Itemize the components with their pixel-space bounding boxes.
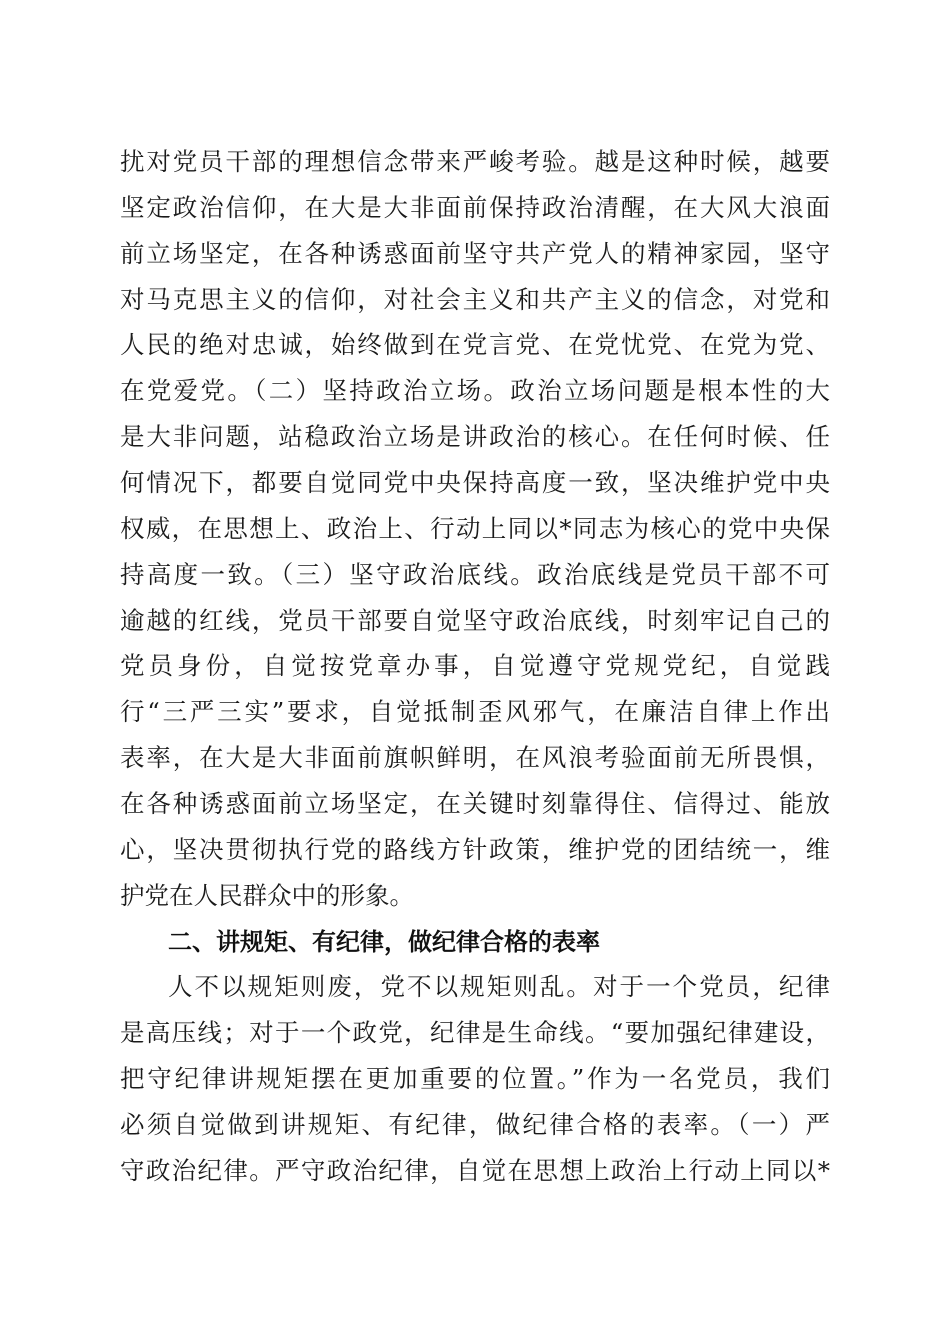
text-line: 权威，在思想上、政治上、行动上同以*同志为核心的党中央保 xyxy=(120,514,830,543)
text-line: 护党在人民群众中的形象。 xyxy=(120,881,414,910)
text-line: 何情况下，都要自觉同党中央保持高度一致，坚决维护党中央 xyxy=(120,468,830,497)
text-line: 心，坚决贯彻执行党的路线方针政策，维护党的团结统一，维 xyxy=(120,835,830,864)
text-line: 持高度一致。（三）坚守政治底线。政治底线是党员干部不可 xyxy=(120,560,830,589)
text-line: 是大非问题，站稳政治立场是讲政治的核心。在任何时候、任 xyxy=(120,422,830,451)
text-line: 对马克思主义的信仰，对社会主义和共产主义的信念，对党和 xyxy=(120,285,830,314)
text-line: 前立场坚定，在各种诱惑面前坚守共产党人的精神家园，坚守 xyxy=(120,239,830,268)
text-line: 守政治纪律。严守政治纪律，自觉在思想上政治上行动上同以* xyxy=(120,1156,830,1185)
text-line: 把守纪律讲规矩摆在更加重要的位置。”作为一名党员，我们 xyxy=(120,1064,830,1093)
text-line: 表率，在大是大非面前旗帜鲜明，在风浪考验面前无所畏惧， xyxy=(120,743,830,772)
text-line: 必须自觉做到讲规矩、有纪律，做纪律合格的表率。（一）严 xyxy=(120,1110,830,1139)
text-line: 逾越的红线，党员干部要自觉坚守政治底线，时刻牢记自己的 xyxy=(120,606,830,635)
text-line: 在各种诱惑面前立场坚定，在关键时刻靠得住、信得过、能放 xyxy=(120,789,830,818)
text-line: 行“三严三实”要求，自觉抵制歪风邪气，在廉洁自律上作出 xyxy=(120,697,830,726)
text-line: 是高压线；对于一个政党，纪律是生命线。“要加强纪律建设， xyxy=(120,1018,830,1047)
text-line: 党员身份，自觉按党章办事，自觉遵守党规党纪，自觉践 xyxy=(120,651,830,680)
text-line: 人不以规矩则废，党不以规矩则乱。对于一个党员，纪律 xyxy=(168,972,830,1001)
text-line: 扰对党员干部的理想信念带来严峻考验。越是这种时候，越要 xyxy=(120,147,830,176)
section-heading: 二、讲规矩、有纪律，做纪律合格的表率 xyxy=(168,928,600,956)
text-line: 坚定政治信仰，在大是大非面前保持政治清醒，在大风大浪面 xyxy=(120,193,830,222)
text-line: 人民的绝对忠诚，始终做到在党言党、在党忧党、在党为党、 xyxy=(120,330,830,359)
text-line: 在党爱党。（二）坚持政治立场。政治立场问题是根本性的大 xyxy=(120,376,830,405)
